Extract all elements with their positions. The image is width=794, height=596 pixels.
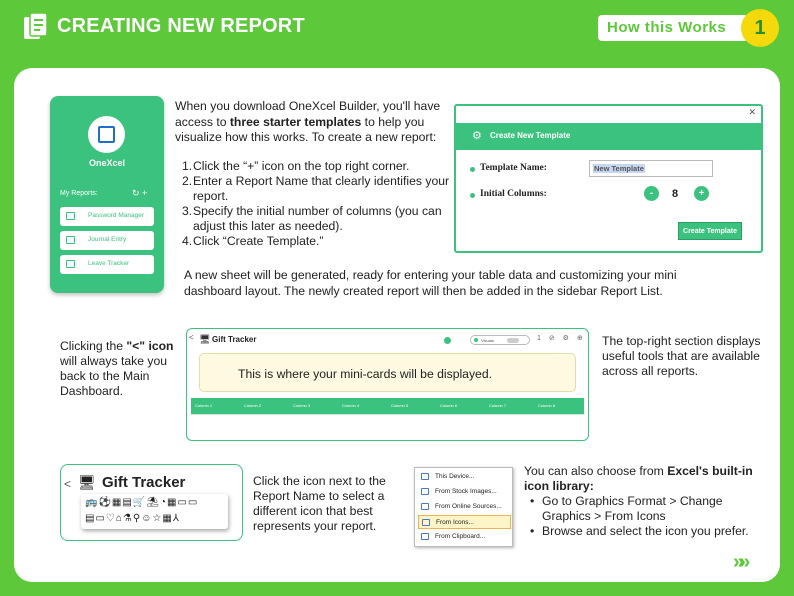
- menu-item-label: From Stock Images...: [435, 488, 497, 495]
- report-window-mock: [186, 328, 589, 441]
- template-name-label: Template Name:: [480, 163, 547, 173]
- my-reports-label: My Reports:: [60, 190, 98, 197]
- column-header: Column 7: [489, 403, 507, 408]
- column-header: Column 1: [195, 403, 213, 408]
- step-item: [182, 234, 454, 249]
- how-this-works-pill: [598, 15, 748, 41]
- step-item: [182, 204, 454, 234]
- sidebar-item-label: Password Manager: [88, 212, 144, 219]
- report-icon: [66, 260, 75, 268]
- table-body-line: [191, 414, 584, 415]
- menu-item-clipboard[interactable]: [418, 530, 511, 544]
- bullet-item: [524, 524, 754, 539]
- toggle-dot: [474, 338, 478, 342]
- back-text: Clicking the: [60, 339, 127, 353]
- back-text-end: will always take you back to the Main Dashboard.: [60, 354, 168, 398]
- icon-library-instruction: [524, 464, 754, 539]
- gift-icon[interactable]: 🖥: [78, 474, 96, 490]
- step-text: Enter a Report Name that clearly identifies your report.: [193, 174, 450, 203]
- step-number: 3.: [182, 204, 193, 218]
- back-chevron-icon[interactable]: <: [189, 333, 194, 342]
- icon-instruction: Click the icon next to the Report Name to select a different icon that best represents your report.: [253, 474, 386, 533]
- column-header: Column 2: [244, 403, 262, 408]
- menu-item-this-device[interactable]: [418, 470, 511, 484]
- back-instruction: [60, 339, 178, 399]
- toggle-label: Visuals: [481, 338, 494, 343]
- gift-icon: 🖥: [199, 334, 211, 344]
- intro-paragraph: [175, 99, 450, 146]
- bullet-dot: [470, 193, 475, 198]
- sidebar-item-password-manager[interactable]: [60, 207, 154, 226]
- globe-icon: [421, 503, 429, 510]
- step-text: Specify the initial number of columns (you can adjust this later as needed).: [193, 204, 442, 233]
- page-title: CREATING NEW REPORT: [57, 15, 305, 37]
- step-text: Click “Create Template.”: [193, 234, 324, 248]
- column-header: Column 3: [293, 403, 311, 408]
- device-icon: [421, 473, 429, 480]
- image-icon: [421, 488, 429, 495]
- app-logo: [88, 116, 125, 153]
- insert-picture-menu: [414, 467, 513, 547]
- initial-columns-label: Initial Columns:: [480, 189, 547, 199]
- mini-cards-message: This is where your mini-cards will be displayed.: [238, 367, 492, 381]
- sidebar-item-journal-entry[interactable]: [60, 231, 154, 250]
- clipboard-icon: [421, 533, 429, 540]
- report-icon: [66, 212, 75, 220]
- also-bold: Excel's built-in icon library:: [524, 464, 753, 493]
- column-header: Column 8: [538, 403, 556, 408]
- table-header: [191, 398, 584, 414]
- close-icon[interactable]: ✕: [748, 107, 756, 117]
- report-title: Gift Tracker: [212, 335, 257, 344]
- columns-count: 8: [672, 188, 679, 200]
- icons-icon: [422, 519, 430, 526]
- report-pages-icon: [23, 12, 49, 42]
- column-header: Column 4: [342, 403, 360, 408]
- bullet-text: Browse and select the icon you prefer.: [542, 524, 749, 538]
- intro-text-end: to help you visualize how this works. To create a new report:: [175, 114, 437, 144]
- gift-tracker-icon-box: [60, 464, 243, 541]
- report-title: Gift Tracker: [102, 474, 186, 491]
- intro-text: When you download OneXcel Builder, you'll have access to: [175, 99, 441, 129]
- toolbar-icons[interactable]: 1 ⊘ ⚙ ⊕: [537, 335, 586, 342]
- column-header: Column 6: [440, 403, 458, 408]
- intro-bold: three starter templates: [229, 114, 362, 129]
- menu-item-label: From Online Sources...: [435, 503, 502, 510]
- next-page-arrows-icon[interactable]: »»: [733, 551, 746, 573]
- header-bar: [0, 0, 794, 55]
- how-this-works-label: How this Works: [607, 19, 727, 36]
- menu-item-stock-images[interactable]: [418, 485, 511, 499]
- status-dot: [444, 337, 451, 344]
- icon-row[interactable]: ▤▭♡⌂⚗⚲☺☆▦⅄: [85, 513, 180, 524]
- bullet-dot: •: [530, 494, 535, 508]
- menu-item-label: From Icons...: [436, 519, 474, 526]
- sidebar-mock: [50, 96, 164, 293]
- dialog-title: Create New Template: [490, 131, 571, 140]
- menu-item-online-sources[interactable]: [418, 500, 511, 514]
- sidebar-item-label: Journal Entry: [88, 236, 127, 243]
- report-icon: [66, 236, 75, 244]
- step-number: 1.: [182, 159, 193, 173]
- dialog-title-bar: [456, 123, 761, 150]
- step-item: [182, 159, 454, 174]
- step-number: 2.: [182, 174, 193, 188]
- back-bold: "<" icon: [126, 339, 174, 353]
- step-item: [182, 174, 454, 204]
- also-text: You can also choose from: [524, 464, 668, 478]
- step-number-badge: 1: [741, 9, 779, 47]
- menu-item-label: From Clipboard...: [435, 533, 486, 540]
- increase-columns-button[interactable]: +: [694, 186, 709, 201]
- tools-description: The top-right section displays useful tools that are available across all reports.: [602, 334, 761, 378]
- visuals-toggle[interactable]: [470, 335, 530, 345]
- icon-row[interactable]: 🚌⚽▦▤🛒⛱◔▦▭▭: [85, 497, 199, 508]
- icon-picker[interactable]: [81, 494, 228, 529]
- menu-item-label: This Device...: [435, 473, 475, 480]
- bullet-dot: [470, 167, 475, 172]
- sidebar-item-label: Leave Tracker: [88, 260, 130, 267]
- create-template-button[interactable]: Create Template: [678, 222, 742, 240]
- sidebar-item-leave-tracker[interactable]: [60, 255, 154, 274]
- refresh-add-icons[interactable]: ↻ +: [132, 188, 148, 198]
- toggle-switch: [507, 338, 519, 343]
- column-header: Column 5: [391, 403, 409, 408]
- mini-cards-area: [199, 353, 576, 392]
- gear-icon: ⚙: [472, 130, 482, 142]
- decrease-columns-button[interactable]: -: [644, 186, 659, 201]
- template-name-value: New Template: [594, 164, 644, 173]
- bullet-text: Go to Graphics Format > Change Graphics > From Icons: [542, 494, 723, 523]
- back-chevron-icon[interactable]: <: [64, 477, 72, 491]
- template-name-input[interactable]: [589, 160, 713, 177]
- app-name: OneXcel: [88, 158, 126, 168]
- create-template-dialog: [454, 104, 763, 253]
- bullet-dot: •: [530, 524, 535, 538]
- bullet-item: [524, 494, 754, 524]
- menu-item-from-icons[interactable]: [418, 515, 511, 529]
- steps-list: [182, 159, 454, 249]
- chart-icon: [98, 126, 115, 143]
- step-number: 4.: [182, 234, 193, 248]
- result-paragraph: A new sheet will be generated, ready for entering your table data and customizing your mini dashboard layout. The newly created report will then be added in the sidebar Report List.: [184, 268, 677, 298]
- step-text: Click the “+” icon on the top right corner.: [193, 159, 410, 173]
